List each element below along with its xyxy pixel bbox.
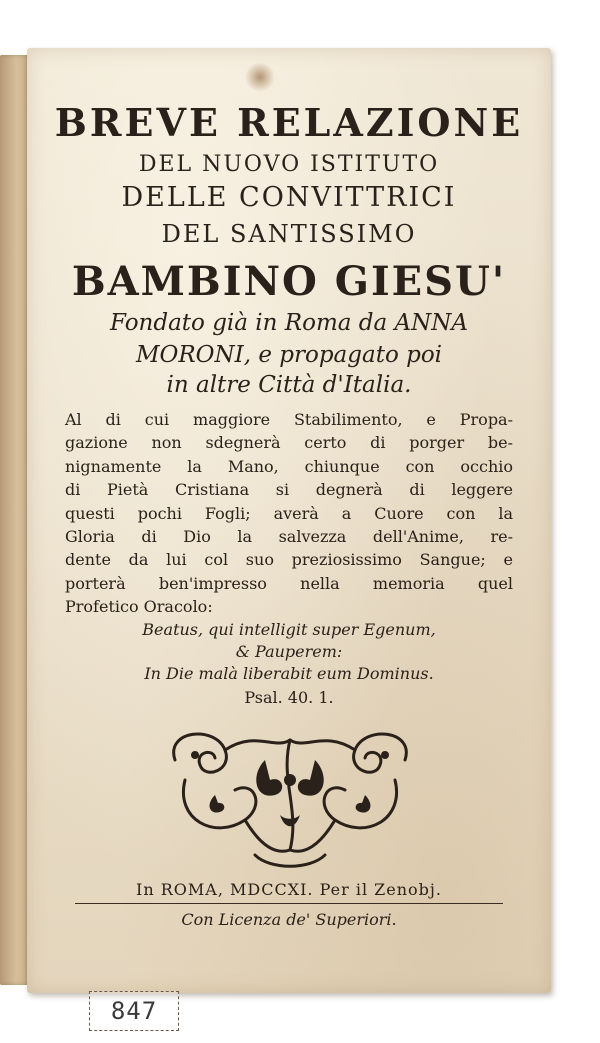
body-line: Al di cui maggiore Stabilimento, e Propa- — [65, 410, 513, 429]
paper-stain — [245, 62, 275, 92]
subtitle-line-1: Fondato già in Roma da ANNA — [110, 310, 468, 336]
body-line: di Pietà Cristiana si degnerà di leggere — [65, 480, 513, 500]
subtitle-line-2: MORONI, e propagato poi — [135, 342, 443, 368]
body-line: Profetico Oracolo: — [65, 597, 213, 617]
quote-line-3: In Die malà liberabit eum Dominus. — [144, 664, 434, 683]
body-line: questi pochi Fogli; averà a Cuore con la — [65, 503, 513, 523]
title-line-4: DEL SANTISSIMO — [161, 220, 417, 248]
quote-citation: Psal. 40. 1. — [244, 688, 334, 707]
body-line: dente da lui col suo preziosissimo Sangue; e — [65, 550, 513, 570]
subtitle-line-3: in altre Città d'Italia. — [166, 372, 412, 398]
imprint-line: In ROMA, MDCCXI. Per il Zenobj. — [136, 880, 442, 899]
body-line: porterà ben'impresso nella memoria quel — [65, 573, 513, 593]
body-line: gazione non sdegnerà certo di porger be- — [65, 433, 513, 453]
shelf-number-label: 847 — [89, 991, 179, 1031]
body-line: nignamente la Mano, chiunque con occhio — [65, 456, 513, 476]
title-line-1: BREVE RELAZIONE — [54, 100, 524, 145]
title-page — [27, 48, 551, 1025]
title-line-5: BAMBINO GIESU' — [71, 258, 507, 305]
title-line-2: DEL NUOVO ISTITUTO — [138, 152, 440, 177]
printers-ornament-icon — [155, 720, 425, 870]
quote-line-1: Beatus, qui intelligit super Egenum, — [142, 620, 436, 639]
title-line-3: DELLE CONVITTRICI — [121, 182, 457, 213]
imprint-rule — [75, 903, 503, 904]
licenza-line: Con Licenza de' Superiori. — [181, 910, 397, 929]
adjacent-page-edge — [0, 55, 30, 985]
body-paragraph — [65, 408, 513, 619]
body-line: Gloria di Dio la salvezza dell'Anime, re- — [65, 527, 513, 547]
quote-line-2: & Pauperem: — [235, 642, 343, 661]
